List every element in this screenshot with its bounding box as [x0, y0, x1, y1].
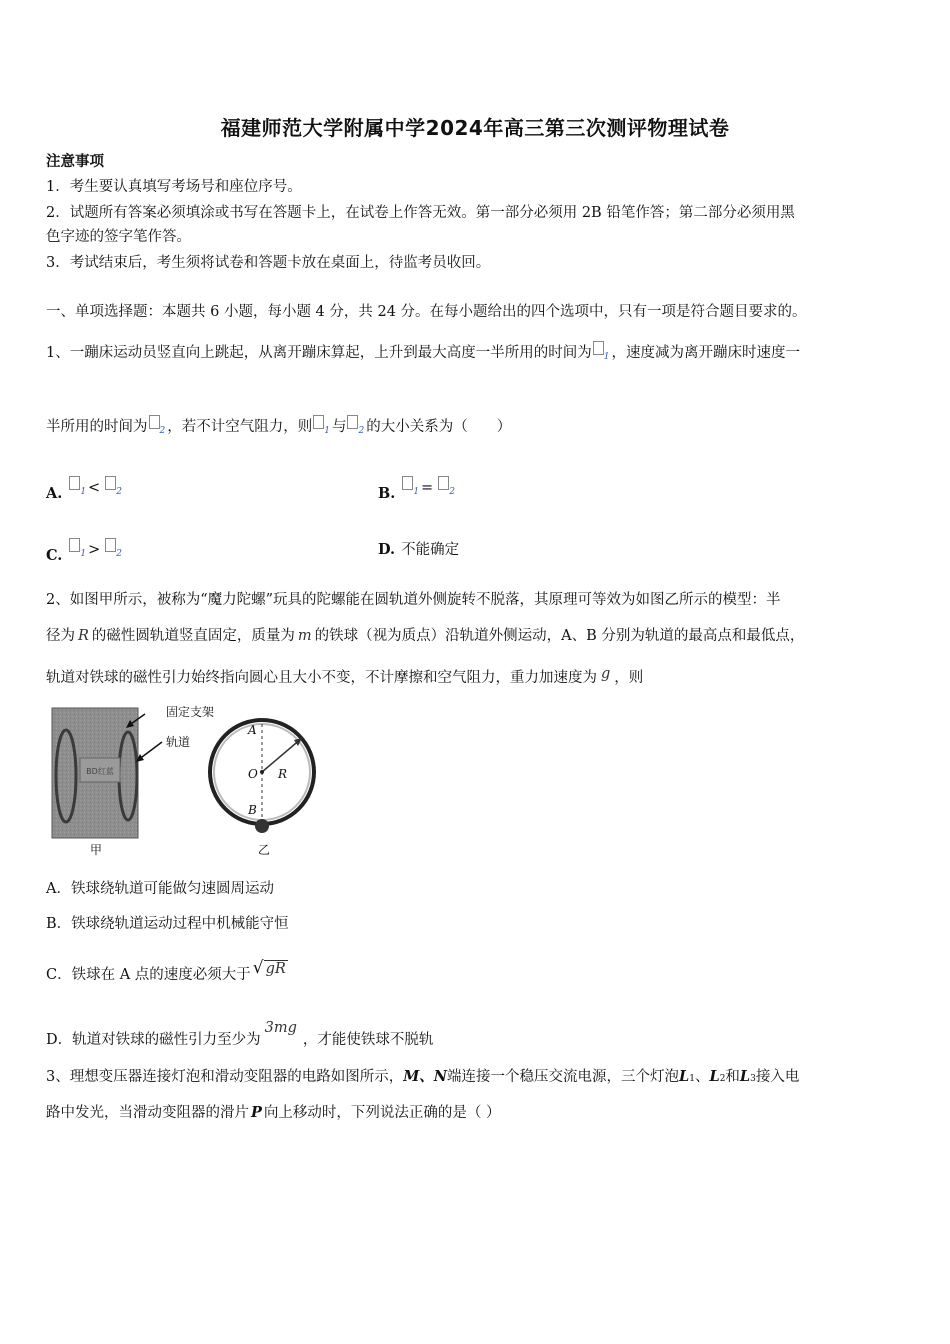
- sqrt-icon: √: [252, 958, 264, 978]
- variable-t-icon: [438, 476, 449, 490]
- q3-sep: 、: [694, 1069, 710, 1085]
- option-text: 不能确定: [401, 542, 460, 558]
- section-heading: 一、单项选择题：本题共 6 小题，每小题 4 分，共 24 分。在每小题给出的四个选项中，只有一项是符合题目要求的。: [46, 304, 807, 320]
- option-label: A.: [46, 485, 63, 502]
- q2-text-2b: 的磁性圆轨道竖直固定，质量为: [91, 628, 295, 644]
- q1-text-1b: ，速度减为离开蹦床时速度一: [611, 345, 800, 361]
- q2-option-b[interactable]: B．铁球绕轨道运动过程中机械能守恒: [46, 916, 289, 932]
- variable-t-icon: [402, 476, 413, 490]
- q3-text-2a: 路中发光，当滑动变阻器的滑片: [46, 1105, 249, 1121]
- q2-line-3: [46, 664, 643, 688]
- center-point: [260, 770, 264, 774]
- label-jia: 甲: [90, 843, 103, 857]
- q3-p: P: [251, 1104, 262, 1121]
- option-text: D．轨道对铁球的磁性引力至少为: [46, 1032, 261, 1048]
- option-label: C.: [46, 547, 63, 564]
- q3-l: L: [679, 1068, 690, 1085]
- q1-text-2c: 与: [331, 419, 347, 435]
- label-b: B: [248, 803, 257, 817]
- label-a: A: [248, 723, 257, 737]
- variable-t-icon: [105, 476, 116, 490]
- q3-line-1: [46, 1067, 799, 1089]
- q3-text-2b: 向上移动时，下列说法正确的是（ ）: [263, 1105, 501, 1121]
- q1-line-1: [46, 341, 800, 367]
- variable-t-icon: [149, 415, 160, 429]
- q2-figure: [50, 702, 330, 862]
- page-title: 福建师范大学附属中学2024年高三第三次测评物理试卷: [220, 116, 730, 140]
- option-text-cont: ，才能使铁球不脱轨: [302, 1032, 434, 1048]
- q1-sub: 2: [358, 426, 365, 436]
- q1-sub: 2: [116, 549, 122, 559]
- q2-text-2c: 的铁球（视为质点）沿轨道外侧运动，A、B 分别为轨道的最高点和最低点，: [314, 628, 805, 644]
- q2-text-2a: 径为: [46, 628, 75, 644]
- variable-t-icon: [347, 415, 358, 429]
- notice-item-1: 1．考生要认真填写考场号和座位序号。: [46, 179, 302, 195]
- variable-t-icon: [69, 476, 80, 490]
- iron-ball: [255, 819, 269, 833]
- math-3mg: 3mg: [264, 1020, 297, 1036]
- variable-t-icon: [313, 415, 324, 429]
- q1-line-2: [46, 415, 511, 441]
- relation-symbol: <: [88, 480, 101, 496]
- q1-text-2d: 的大小关系为（ ）: [366, 419, 512, 435]
- option-text: C．铁球在 A 点的速度必须大于: [46, 967, 251, 983]
- variable-t-icon: [593, 341, 604, 355]
- q3-sub: 2: [719, 1074, 726, 1084]
- q3-text-1c: 接入电: [755, 1069, 800, 1085]
- q2-option-c[interactable]: [46, 958, 288, 985]
- figure-illustration: [50, 702, 330, 862]
- q2-option-a[interactable]: A．铁球绕轨道可能做匀速圆周运动: [46, 881, 274, 897]
- q3-line-2: [46, 1103, 501, 1123]
- notice-item-2-cont: 色字迹的签字笔作答。: [46, 229, 191, 245]
- q1-sub: 1: [80, 487, 87, 497]
- notice-item-3: 3．考试结束后，考生须将试卷和答题卡放在桌面上，待监考员收回。: [46, 255, 491, 271]
- q1-sub: 1: [413, 487, 420, 497]
- variable-t-icon: [69, 538, 80, 552]
- q2-line-1: 2、如图甲所示，被称为“魔力陀螺”玩具的陀螺能在圆轨道外侧旋转不脱落，其原理可等效为如图乙所示的模型：半: [46, 592, 781, 608]
- label-support: 固定支架: [166, 705, 215, 719]
- sqrt-expression: [253, 958, 288, 979]
- q1-text-1a: 1、一蹦床运动员竖直向上跳起，从离开蹦床算起，上升到最大高度一半所用的时间为: [46, 345, 592, 361]
- math-R: R: [78, 628, 89, 644]
- q2-text-3b: ，则: [614, 670, 644, 686]
- q3-l: L: [709, 1068, 720, 1085]
- q1-option-d[interactable]: [378, 540, 459, 560]
- q3-l: L: [739, 1068, 751, 1085]
- notice-item-2: 2．试题所有答案必须填涂或书写在答题卡上，在试卷上作答无效。第一部分必须用 2B 铅笔作答；第二部分必须用黑: [46, 205, 795, 221]
- notice-heading: 注意事项: [46, 153, 104, 170]
- q3-text-1a: 3、理想变压器连接灯泡和滑动变阻器的电路如图所示，: [46, 1069, 404, 1085]
- q1-sub: 1: [80, 549, 87, 559]
- option-label: D.: [378, 541, 396, 558]
- math-g: g: [601, 666, 611, 682]
- q3-and: 和: [725, 1069, 740, 1085]
- option-label: B.: [378, 485, 396, 502]
- q2-text-3a: 轨道对铁球的磁性引力始终指向圆心且大小不变，不计摩擦和空气阻力，重力加速度为: [46, 670, 597, 686]
- q1-sub: 1: [603, 352, 610, 362]
- q1-sub: 2: [159, 426, 166, 436]
- label-o: O: [248, 767, 258, 781]
- label-r: R: [278, 767, 288, 781]
- q1-option-a[interactable]: [46, 476, 124, 504]
- q1-sub: 2: [449, 487, 455, 497]
- q3-mn: M、N: [403, 1068, 448, 1085]
- q1-option-c[interactable]: [46, 538, 124, 566]
- label-track: 轨道: [166, 735, 191, 749]
- label-yi: 乙: [258, 843, 271, 857]
- relation-symbol: =: [421, 480, 434, 496]
- q2-line-2: [46, 626, 804, 646]
- q1-text-2b: ，若不计空气阻力，则: [167, 419, 313, 435]
- q1-sub: 2: [116, 487, 122, 497]
- q2-option-d[interactable]: [46, 1018, 433, 1050]
- q1-sub: 1: [324, 426, 330, 436]
- q1-text-2a: 半所用的时间为: [46, 419, 148, 435]
- q3-text-1b: 端连接一个稳压交流电源，三个灯泡: [447, 1069, 680, 1085]
- toy-label: BD红蓝: [86, 767, 114, 776]
- math-m: m: [297, 628, 312, 644]
- variable-t-icon: [105, 538, 116, 552]
- q3-sub: 1: [689, 1074, 695, 1084]
- q1-option-b[interactable]: [378, 476, 457, 504]
- math-gR: gR: [265, 961, 286, 977]
- q3-sub: 3: [750, 1074, 756, 1084]
- relation-symbol: >: [88, 542, 101, 558]
